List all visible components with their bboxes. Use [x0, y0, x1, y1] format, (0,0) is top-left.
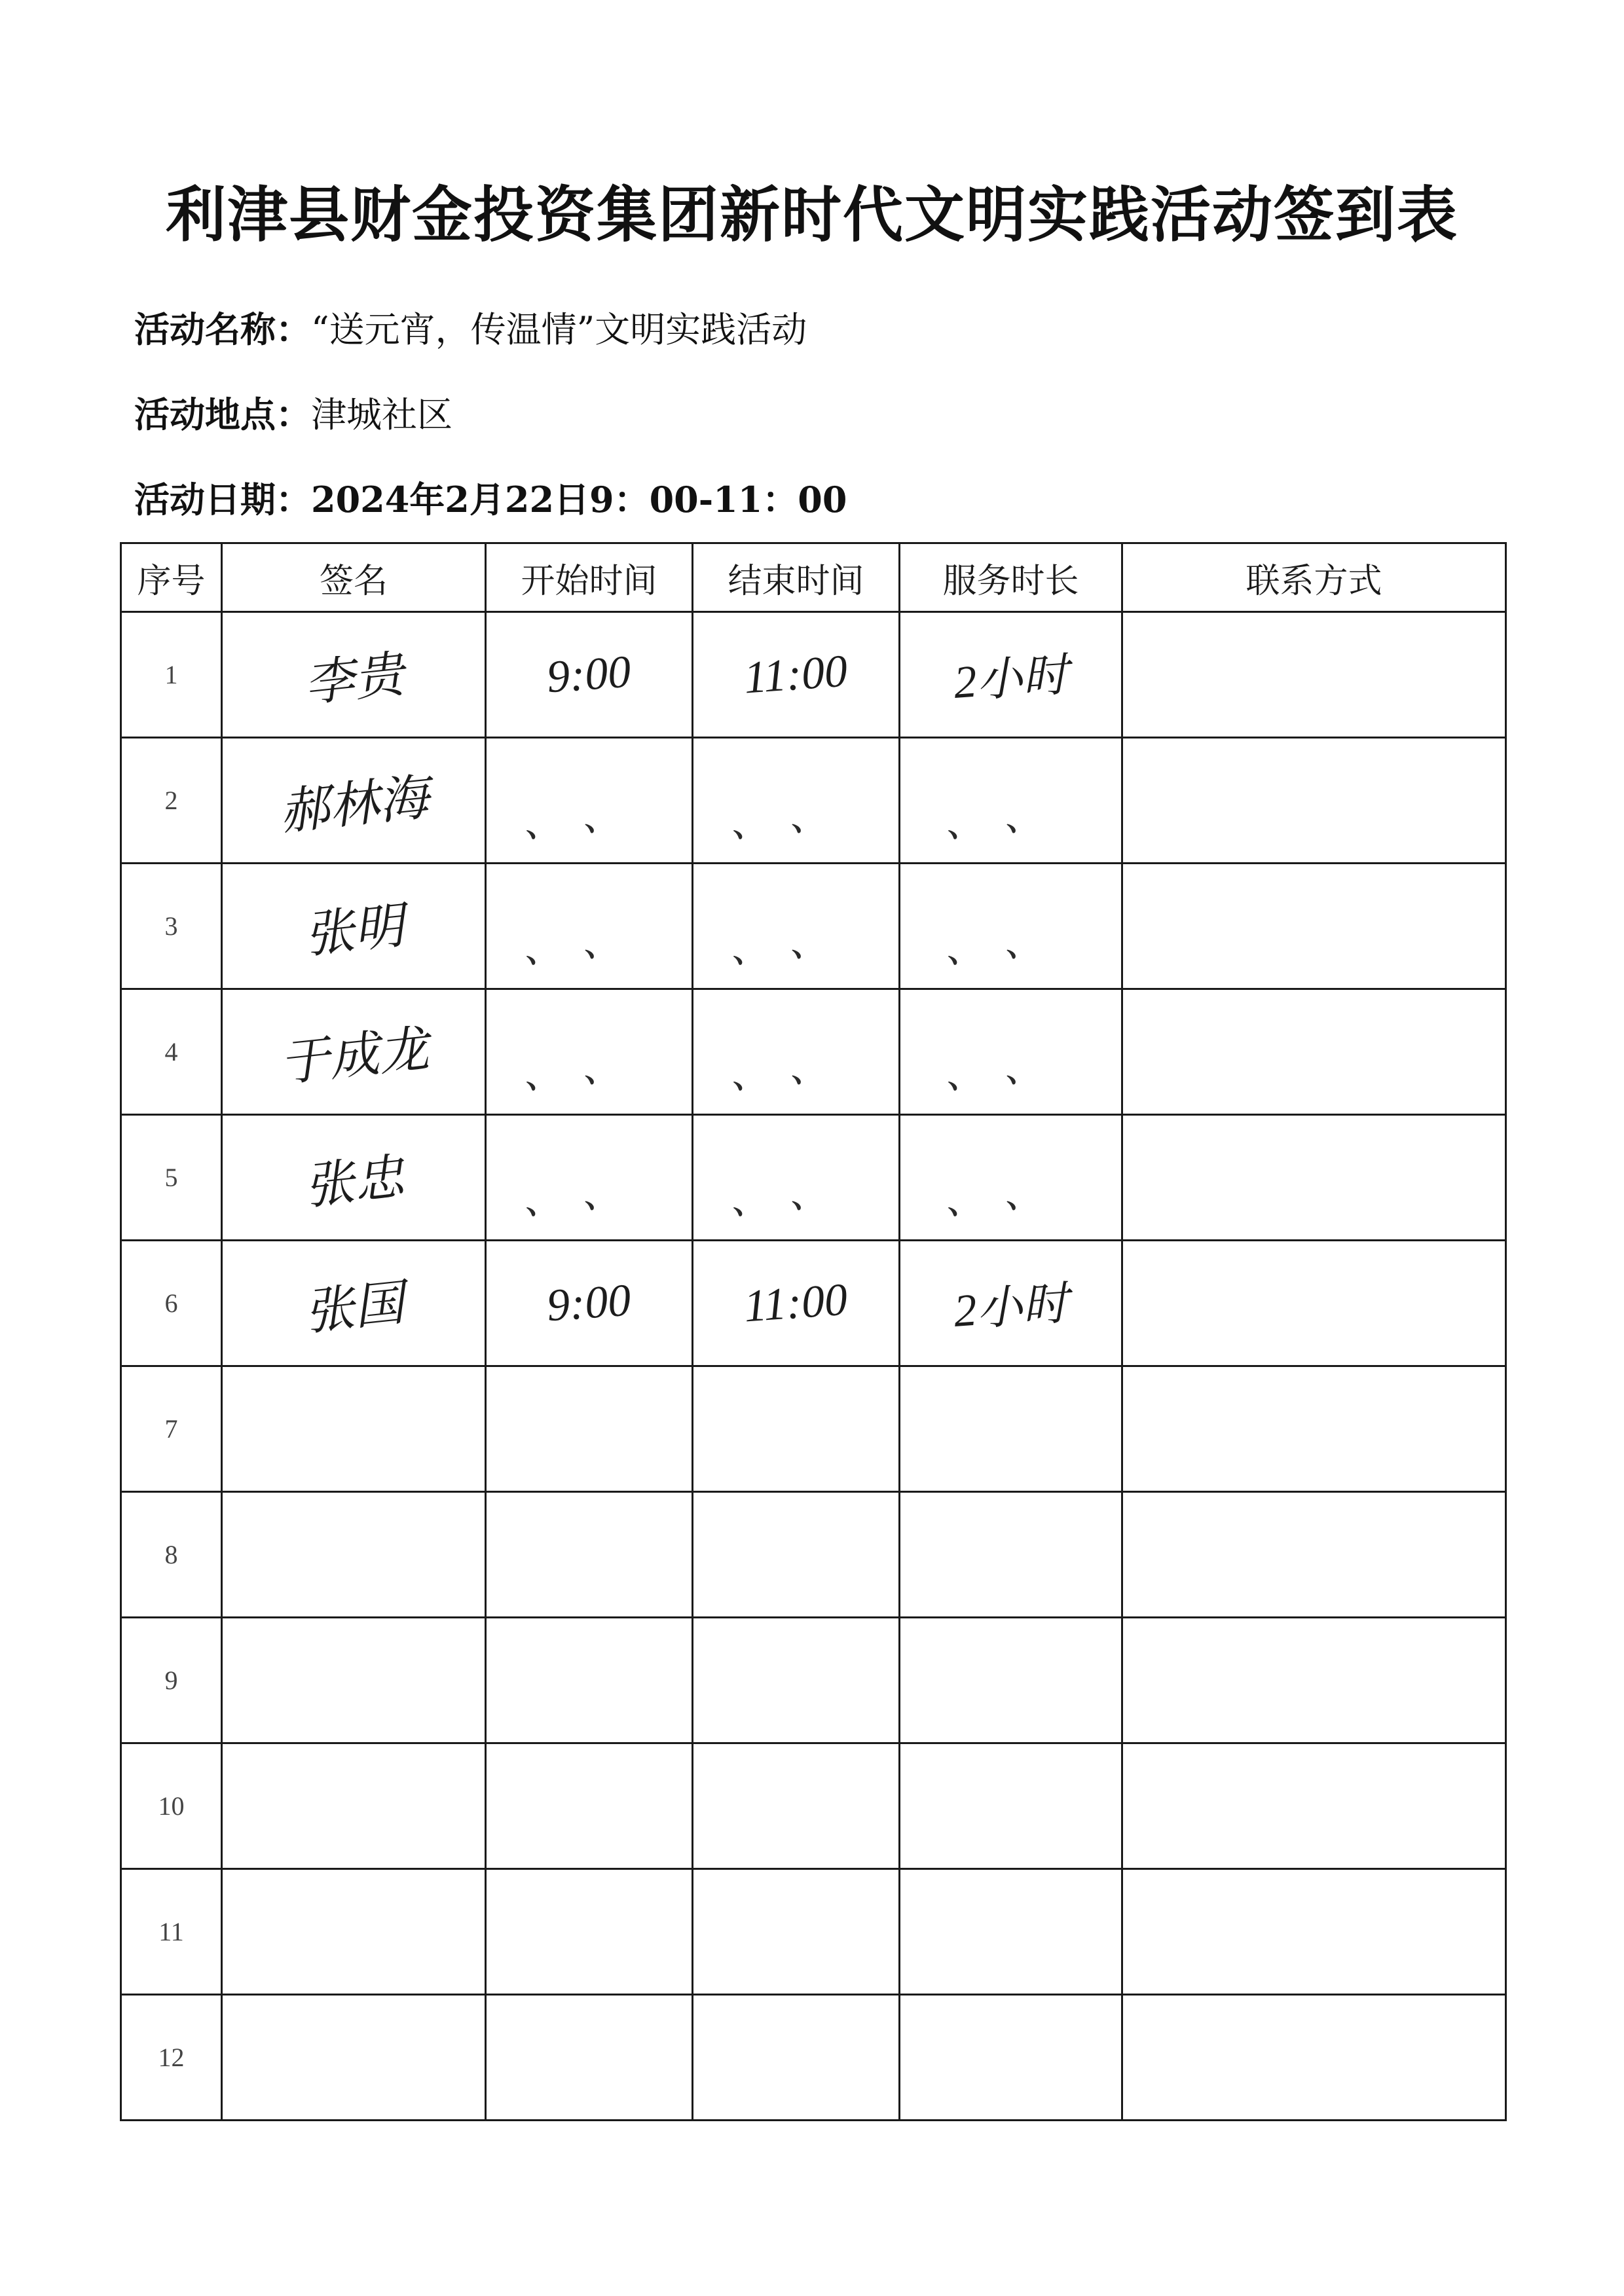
header-start-time: 开始时间: [486, 543, 693, 612]
sign-in-table: [120, 542, 1507, 2121]
handwritten-end: 11:00: [742, 646, 850, 703]
row-end-time: [693, 1995, 900, 2121]
row-start-time: [486, 1743, 693, 1869]
activity-name-line: [134, 306, 807, 353]
activity-date-line: 活动日期：2024年2月22日9：00-11：00: [134, 479, 847, 520]
row-seq: 6: [121, 1241, 222, 1366]
row-contact: [1122, 1618, 1506, 1743]
row-duration: [900, 612, 1122, 738]
row-start-time: [486, 738, 693, 864]
row-signature: [222, 1995, 486, 2121]
activity-name-label: 活动名称：: [134, 308, 311, 350]
row-duration: [900, 1995, 1122, 2121]
activity-place-value: 津城社区: [311, 394, 452, 435]
row-start-time: [486, 1115, 693, 1241]
row-start-time: [486, 1492, 693, 1618]
row-signature: [222, 864, 486, 989]
row-end-time: [693, 989, 900, 1115]
row-start-time: [486, 864, 693, 989]
row-end-time: [693, 1618, 900, 1743]
row-seq: 3: [121, 864, 222, 989]
handwritten-start: 9:00: [545, 646, 633, 702]
ditto-mark: 、、: [942, 1165, 1083, 1223]
ditto-mark: 、、: [727, 788, 868, 846]
document-title: 利津县财金投资集团新时代文明实践活动签到表: [165, 179, 1458, 250]
table-row: [121, 612, 1506, 738]
row-signature: [222, 989, 486, 1115]
row-contact: [1122, 612, 1506, 738]
row-signature: [222, 1366, 486, 1492]
ditto-mark: 、、: [520, 1039, 661, 1097]
ditto-mark: 、、: [942, 1039, 1083, 1097]
row-contact: [1122, 1492, 1506, 1618]
header-duration: 服务时长: [900, 543, 1122, 612]
handwritten-start: 9:00: [545, 1275, 633, 1331]
row-end-time: [693, 1366, 900, 1492]
table-row: [121, 1492, 1506, 1618]
row-seq: 8: [121, 1492, 222, 1618]
handwritten-signature: 郝林海: [277, 770, 432, 841]
row-seq: 1: [121, 612, 222, 738]
handwritten-duration: 2小时: [952, 649, 1070, 708]
handwritten-signature: 于成龙: [277, 1021, 432, 1092]
row-end-time: [693, 1115, 900, 1241]
row-start-time: [486, 612, 693, 738]
row-duration: [900, 1366, 1122, 1492]
row-seq: 9: [121, 1618, 222, 1743]
row-seq: 11: [121, 1869, 222, 1995]
row-seq: 4: [121, 989, 222, 1115]
row-duration: [900, 1743, 1122, 1869]
handwritten-signature: 张明: [301, 898, 407, 964]
activity-place-line: [134, 392, 452, 438]
row-end-time: [693, 864, 900, 989]
header-signature: 签名: [222, 543, 486, 612]
table-row: [121, 1995, 1506, 2121]
row-end-time: [693, 1241, 900, 1366]
row-contact: [1122, 989, 1506, 1115]
header-contact: 联系方式: [1122, 543, 1506, 612]
handwritten-end: 11:00: [742, 1274, 850, 1332]
header-seq: 序号: [121, 543, 222, 612]
row-duration: [900, 1869, 1122, 1995]
table-row: [121, 989, 1506, 1115]
ditto-mark: 、、: [727, 913, 868, 972]
table-row: [121, 1241, 1506, 1366]
table-row: [121, 1115, 1506, 1241]
table-row: [121, 864, 1506, 989]
handwritten-signature: 张忠: [301, 1150, 407, 1215]
table-row: [121, 1743, 1506, 1869]
table-row: [121, 1366, 1506, 1492]
ditto-mark: 、、: [942, 788, 1083, 846]
row-contact: [1122, 1115, 1506, 1241]
ditto-mark: 、、: [942, 913, 1083, 972]
ditto-mark: 、、: [520, 788, 661, 846]
header-end-time: 结束时间: [693, 543, 900, 612]
row-signature: [222, 1492, 486, 1618]
row-start-time: [486, 1241, 693, 1366]
row-contact: [1122, 738, 1506, 864]
row-contact: [1122, 1995, 1506, 2121]
ditto-mark: 、、: [520, 1165, 661, 1223]
activity-name-value: “送元宵，传温情”文明实践活动: [311, 309, 807, 350]
row-duration: [900, 1115, 1122, 1241]
row-contact: [1122, 1743, 1506, 1869]
row-contact: [1122, 864, 1506, 989]
row-duration: [900, 1492, 1122, 1618]
row-signature: [222, 738, 486, 864]
row-contact: [1122, 1241, 1506, 1366]
table-row: [121, 1869, 1506, 1995]
row-end-time: [693, 738, 900, 864]
row-duration: [900, 1618, 1122, 1743]
table-row: [121, 1618, 1506, 1743]
row-start-time: [486, 1366, 693, 1492]
row-signature: [222, 1869, 486, 1995]
row-seq: 12: [121, 1995, 222, 2121]
table-header-row: [121, 543, 1506, 612]
row-contact: [1122, 1869, 1506, 1995]
ditto-mark: 、、: [727, 1165, 868, 1223]
row-duration: [900, 738, 1122, 864]
row-signature: [222, 1115, 486, 1241]
row-duration: [900, 989, 1122, 1115]
row-signature: [222, 612, 486, 738]
row-end-time: [693, 612, 900, 738]
row-end-time: [693, 1492, 900, 1618]
row-seq: 5: [121, 1115, 222, 1241]
row-start-time: [486, 1618, 693, 1743]
row-start-time: [486, 989, 693, 1115]
row-signature: [222, 1241, 486, 1366]
ditto-mark: 、、: [727, 1039, 868, 1097]
row-end-time: [693, 1869, 900, 1995]
row-start-time: [486, 1869, 693, 1995]
row-duration: [900, 1241, 1122, 1366]
row-end-time: [693, 1743, 900, 1869]
row-duration: [900, 864, 1122, 989]
row-seq: 2: [121, 738, 222, 864]
ditto-mark: 、、: [520, 913, 661, 972]
activity-place-label: 活动地点：: [134, 393, 311, 435]
row-seq: 10: [121, 1743, 222, 1869]
row-start-time: [486, 1995, 693, 2121]
row-signature: [222, 1743, 486, 1869]
row-signature: [222, 1618, 486, 1743]
handwritten-signature: 李贵: [301, 647, 407, 712]
handwritten-signature: 张国: [301, 1275, 407, 1341]
row-contact: [1122, 1366, 1506, 1492]
table-row: [121, 738, 1506, 864]
row-seq: 7: [121, 1366, 222, 1492]
handwritten-duration: 2小时: [952, 1278, 1070, 1337]
